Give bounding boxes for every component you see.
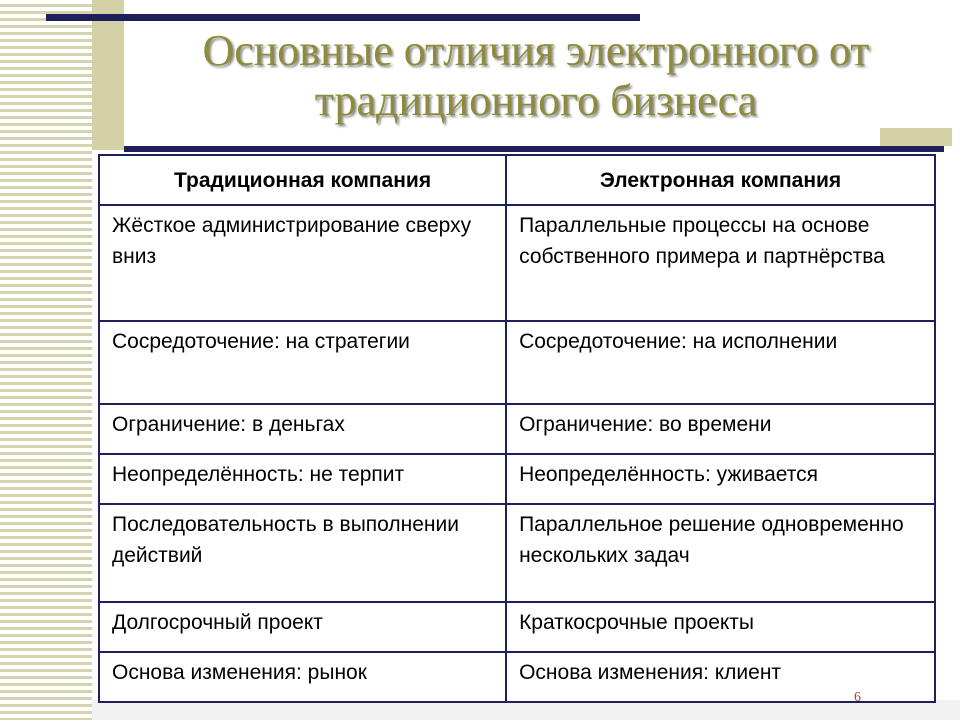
- table-row: [99, 602, 935, 652]
- electronic-cell: Краткосрочные проекты: [506, 602, 935, 652]
- corner-accent-block: [92, 0, 124, 150]
- traditional-cell: Неопределённость: не терпит: [99, 454, 506, 504]
- traditional-cell: Долгосрочный проект: [99, 602, 506, 652]
- slide-title: Основные отличия электронного от традиционного бизнеса: [202, 26, 870, 125]
- table-row: [99, 404, 935, 454]
- traditional-cell: Жёсткое администрирование сверху вниз: [99, 205, 506, 321]
- comparison-table: [98, 154, 936, 703]
- traditional-cell: Ограничение: в деньгах: [99, 404, 506, 454]
- header-traditional-company: Традиционная компания: [99, 155, 506, 205]
- page-number: 6: [854, 690, 861, 705]
- table-row: [99, 205, 935, 321]
- electronic-cell: Параллельное решение одновременно нескольких задач: [506, 504, 935, 602]
- title-underline: [124, 146, 944, 152]
- table-row: [99, 504, 935, 602]
- traditional-cell: Последовательность в выполнении действий: [99, 504, 506, 602]
- bottom-strip-decoration: [92, 700, 960, 720]
- traditional-cell: Основа изменения: рынок: [99, 652, 506, 702]
- electronic-cell: Неопределённость: уживается: [506, 454, 935, 504]
- table-row: [99, 321, 935, 404]
- electronic-cell: Основа изменения: клиент: [506, 652, 935, 702]
- electronic-cell: Сосредоточение: на исполнении: [506, 321, 935, 404]
- striped-sidebar-decoration: [0, 0, 92, 720]
- electronic-cell: Ограничение: во времени: [506, 404, 935, 454]
- top-divider-line: [46, 14, 640, 21]
- title-accent-block: [880, 128, 952, 146]
- table-header-row: [99, 155, 935, 205]
- table-row: [99, 652, 935, 702]
- header-electronic-company: Электронная компания: [506, 155, 935, 205]
- traditional-cell: Сосредоточение: на стратегии: [99, 321, 506, 404]
- electronic-cell: Параллельные процессы на основе собственного примера и партнёрства: [506, 205, 935, 321]
- table-row: [99, 454, 935, 504]
